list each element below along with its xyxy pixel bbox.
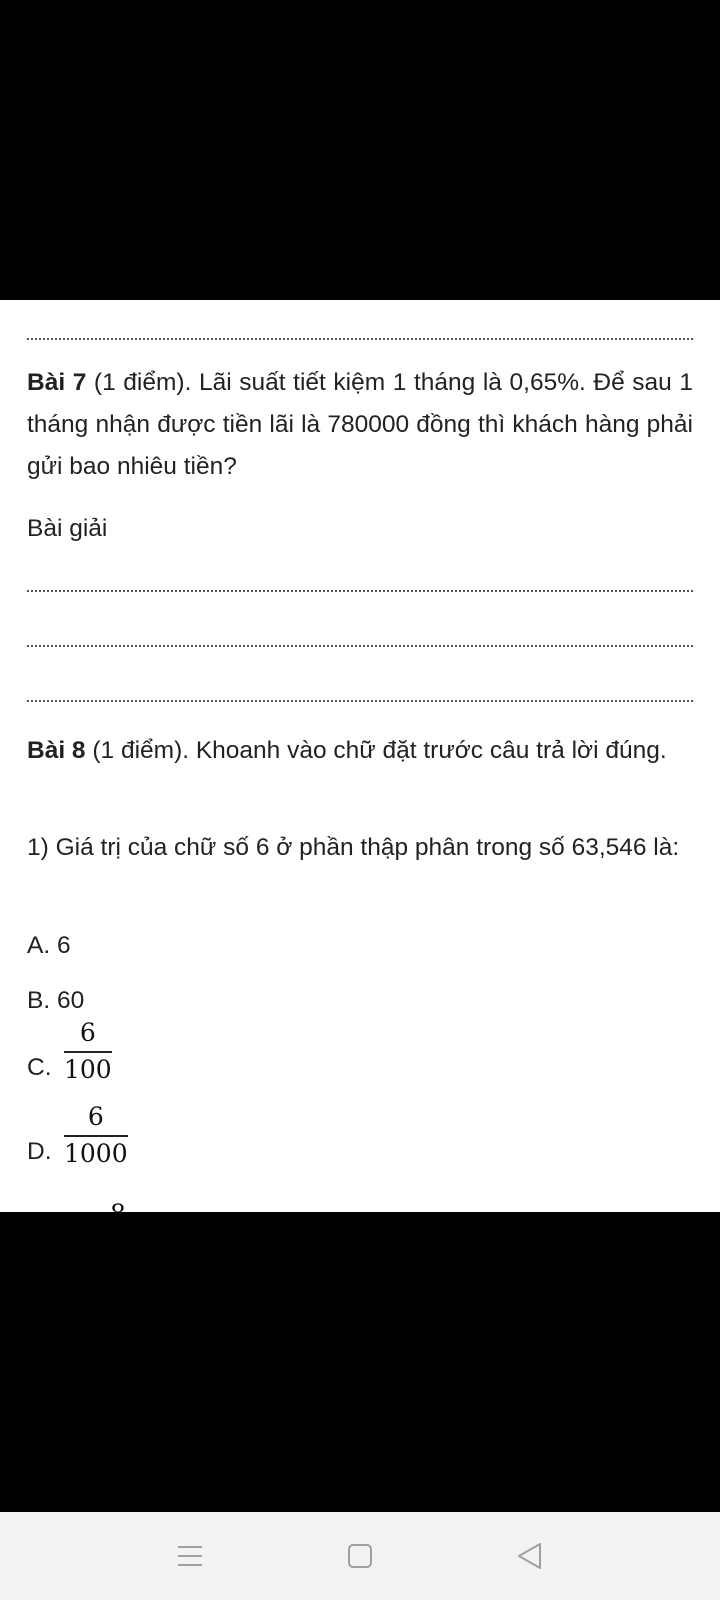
problem-7-text — [27, 362, 693, 488]
option-b: B. 60 — [27, 987, 85, 1014]
option-d-label: D. — [27, 1138, 52, 1165]
option-d-fraction — [64, 1103, 128, 1168]
home-square-icon[interactable] — [342, 1538, 378, 1574]
problem-7-title: Bài 7 — [27, 369, 87, 396]
fraction-bar — [64, 1135, 128, 1137]
solution-label: Bài giải — [27, 515, 108, 542]
bottom-black-area — [0, 1212, 720, 1512]
option-d-denominator: 1000 — [64, 1139, 128, 1168]
document-content[interactable] — [0, 300, 720, 1212]
option-c-denominator: 100 — [64, 1055, 112, 1084]
option-a: A. 6 — [27, 932, 71, 959]
answer-dotted-line — [27, 338, 693, 340]
option-c-numerator: 6 — [79, 1018, 96, 1047]
option-d-numerator: 6 — [87, 1102, 104, 1131]
option-c-fraction — [64, 1019, 112, 1084]
problem-8-body: (1 điểm). Khoanh vào chữ đặt trước câu trả lời đúng. — [85, 737, 667, 764]
answer-dotted-line — [27, 645, 693, 647]
answer-dotted-line — [27, 700, 693, 702]
problem-7-body: (1 điểm). Lãi suất tiết kiệm 1 tháng là 0,65%. Để sau 1 tháng nhận được tiền lãi là 780000 đồng thì khách hàng phải gửi bao nhiêu tiền? — [27, 369, 693, 480]
problem-8-title: Bài 8 — [27, 737, 86, 764]
fraction-bar — [64, 1051, 112, 1053]
option-c-label: C. — [27, 1054, 52, 1081]
menu-icon[interactable] — [172, 1538, 208, 1574]
system-navigation-bar — [0, 1512, 720, 1600]
problem-8-text — [27, 730, 693, 772]
answer-dotted-line — [27, 590, 693, 592]
question-1: 1) Giá trị của chữ số 6 ở phần thập phân trong số 63,546 là: — [27, 834, 680, 861]
back-triangle-icon[interactable] — [512, 1538, 548, 1574]
top-black-area — [0, 0, 720, 300]
